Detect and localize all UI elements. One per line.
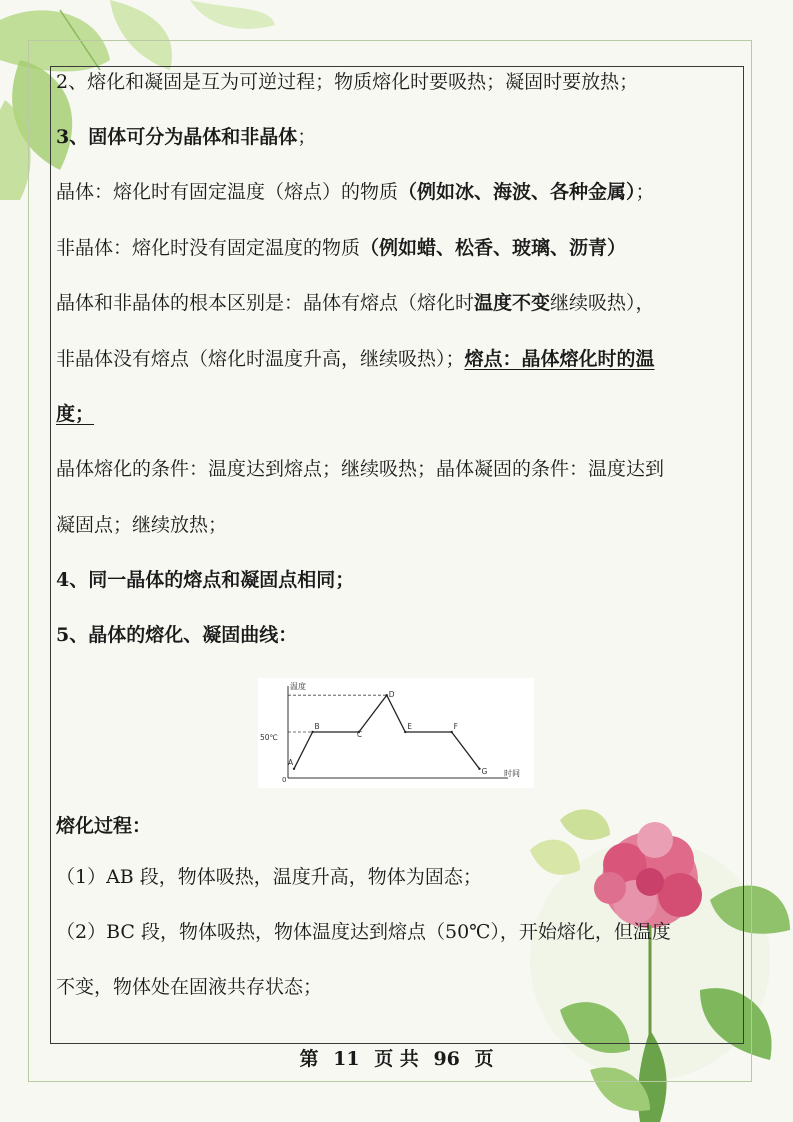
footer-prefix: 第: [299, 1048, 319, 1070]
paragraph-line: 非晶体：熔化时没有固定温度的物质（例如蜡、松香、玻璃、沥青）: [56, 237, 627, 259]
section-heading: 熔化过程：: [56, 815, 152, 837]
footer-total-pages: 96: [433, 1048, 460, 1070]
footer-page-number: 11: [333, 1048, 360, 1070]
paragraph-line: （2）BC 段，物体吸热，物体温度达到熔点（50℃），开始熔化，但温度: [56, 921, 671, 943]
point-label-C: C: [356, 730, 363, 739]
paragraph-line: 2、熔化和凝固是互为可逆过程；物质熔化时要吸热；凝固时要放热；: [56, 71, 639, 93]
curve-point-D: [386, 694, 388, 696]
section-heading: 3、固体可分为晶体和非晶体；: [56, 126, 317, 148]
point-label-D: D: [388, 690, 395, 700]
section-heading: 5、晶体的熔化、凝固曲线：: [56, 624, 298, 646]
curve-point-G: [478, 768, 480, 770]
paragraph-line: 非晶体没有熔点（熔化时温度升高，继续吸热）；熔点：晶体熔化时的温: [56, 348, 655, 370]
origin-label: 0: [282, 776, 287, 784]
paragraph-line: 不变，物体处在固液共存状态；: [56, 976, 323, 998]
curve-point-B: [311, 731, 313, 733]
paragraph-line: （1）AB 段，物体吸热，温度升高，物体为固态；: [56, 866, 482, 888]
footer-suffix: 页: [474, 1048, 494, 1070]
curve-point-F: [450, 731, 452, 733]
paragraph-line: 度；: [56, 403, 95, 425]
x-axis-label: 时间: [504, 769, 520, 778]
curve-point-E: [404, 731, 406, 733]
paragraph-line: 晶体熔化的条件：温度达到熔点；继续吸热；晶体凝固的条件：温度达到: [56, 458, 665, 480]
y-tick-label: 50℃: [260, 733, 278, 742]
paragraph-line: 晶体和非晶体的根本区别是：晶体有熔点（熔化时温度不变继续吸热），: [56, 292, 655, 314]
paragraph-line: 晶体：熔化时有固定温度（熔点）的物质（例如冰、海波、各种金属）；: [56, 181, 655, 203]
page-border-inner: [50, 66, 744, 1044]
curve-point-A: [293, 768, 295, 770]
paragraph-line: 凝固点；继续放热；: [56, 514, 228, 536]
page-footer: [0, 1044, 793, 1071]
footer-middle: 页 共: [374, 1048, 419, 1070]
point-label-F: F: [453, 722, 458, 731]
y-axis-label: 温度: [290, 682, 306, 691]
point-label-B: B: [314, 722, 320, 731]
point-label-A: A: [288, 757, 294, 767]
melting-solidification-curve-chart: [258, 678, 534, 788]
point-label-G: G: [481, 766, 488, 776]
point-label-E: E: [407, 722, 413, 731]
section-heading: 4、同一晶体的熔点和凝固点相同；: [56, 569, 355, 591]
